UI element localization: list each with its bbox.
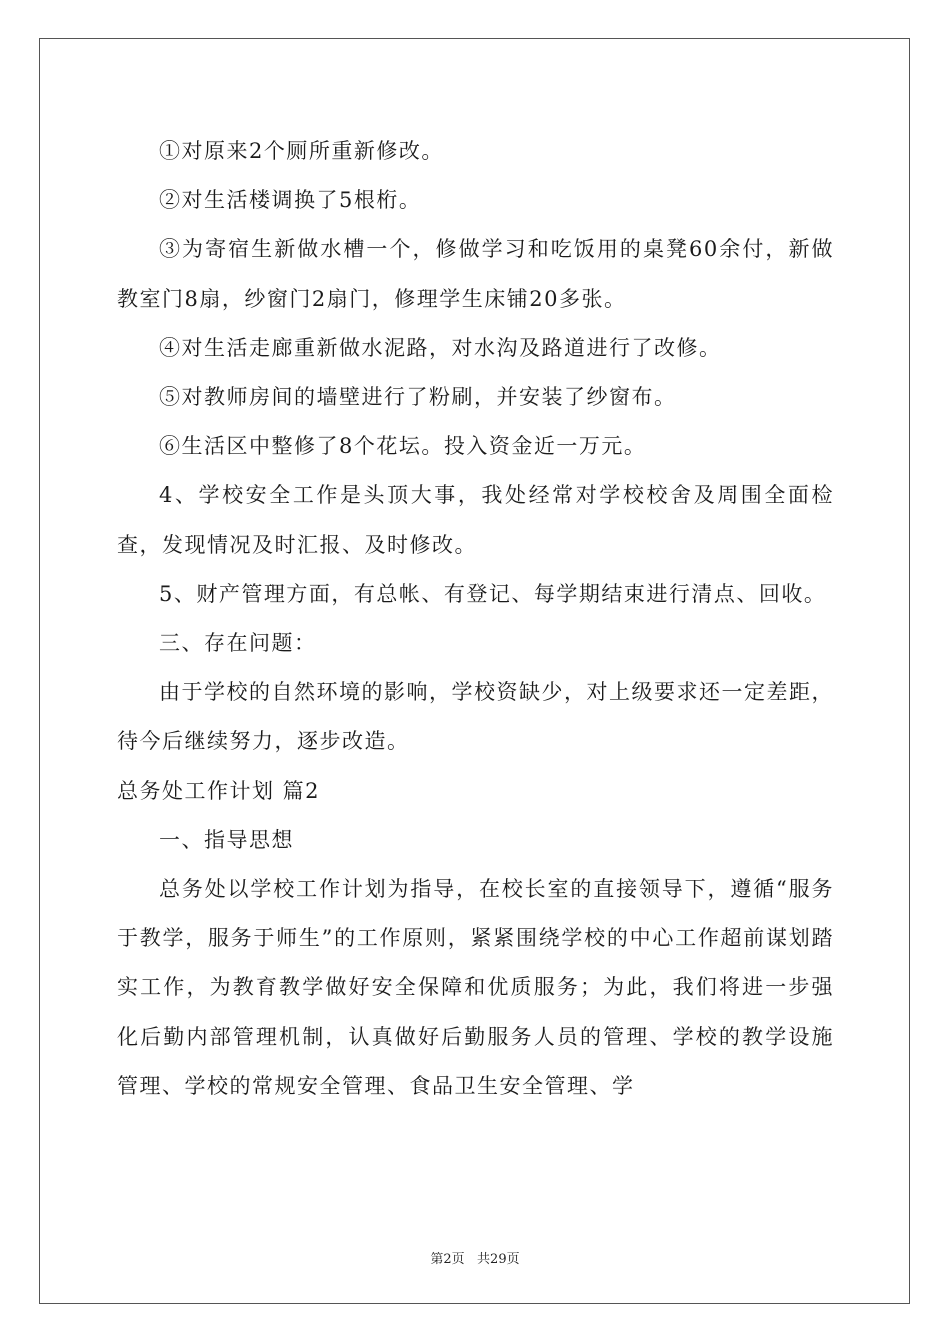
document-body	[117, 127, 834, 1111]
paragraph-2: ②对生活楼调换了5根桁。	[159, 188, 422, 213]
paragraph-5: ⑤对教师房间的墙壁进行了粉刷，并安装了纱窗布。	[159, 385, 677, 410]
paragraph-1: ①对原来2个厕所重新修改。	[159, 139, 444, 163]
paragraph-3: ③为寄宿生新做水槽一个，修做学习和吃饭用的桌凳60余付，新做教室门8扇，纱窗门2扇门，修理学生床铺20多张。	[117, 237, 834, 311]
paragraph-13: 总务处以学校工作计划为指导，在校长室的直接领导下，遵循“服务于教学，服务于师生”的工作原则，紧紧围绕学校的中心工作超前谋划踏实工作，为教育教学做好安全保障和优质服务；为此，我们将进一步强化后勤内部管理机制，认真做好后勤服务人员的管理、学校的教学设施管理、学校的常规安全管理、食品卫生安全管理、学	[117, 877, 834, 1098]
paragraph-7: 4、学校安全工作是头顶大事，我处经常对学校校舍及周围全面检查，发现情况及时汇报、及时修改。	[117, 483, 834, 557]
page-footer: 第2页 共29页	[430, 1252, 520, 1267]
section-heading-problems: 三、存在问题：	[159, 631, 317, 656]
paragraph-10: 由于学校的自然环境的影响，学校资缺少，对上级要求还一定差距，待今后继续努力，逐步改造。	[117, 680, 834, 754]
section-heading-guiding-thought: 一、指导思想	[159, 827, 294, 852]
paragraph-4: ④对生活走廊重新做水泥路，对水沟及路道进行了改修。	[159, 335, 722, 360]
article-title: 总务处工作计划 篇2	[117, 778, 321, 803]
paragraph-6: ⑥生活区中整修了8个花坛。投入资金近一万元。	[159, 434, 647, 459]
paragraph-8: 5、财产管理方面，有总帐、有登记、每学期结束进行清点、回收。	[159, 581, 827, 606]
